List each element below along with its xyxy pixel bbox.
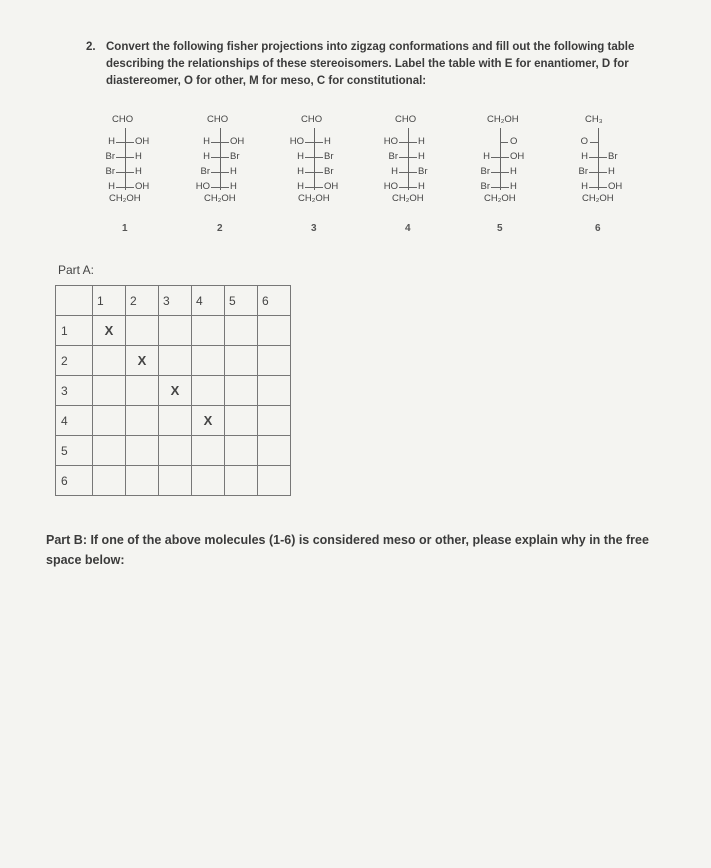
molecule-number: 6 (595, 223, 601, 234)
right-substituent: Br (324, 151, 334, 162)
bottom-group: CH₂OH (298, 193, 330, 204)
column-header: 1 (93, 286, 126, 316)
left-substituent: H (203, 151, 210, 162)
vertical-bond (500, 128, 501, 190)
table-cell[interactable]: X (126, 346, 159, 376)
question-number: 2. (86, 41, 96, 53)
left-substituent: HO (195, 181, 210, 192)
horizontal-bond (589, 157, 607, 158)
left-substituent: H (297, 151, 304, 162)
table-row (56, 376, 291, 406)
horizontal-bond (491, 172, 509, 173)
table-cell[interactable] (258, 316, 291, 346)
table-cell[interactable] (126, 436, 159, 466)
table-cell[interactable] (225, 436, 258, 466)
table-cell[interactable]: X (192, 406, 225, 436)
table-cell[interactable]: X (159, 376, 192, 406)
row-header: 2 (56, 346, 93, 376)
right-substituent: Br (608, 151, 618, 162)
left-substituent: H (297, 166, 304, 177)
table-cell[interactable] (258, 466, 291, 496)
horizontal-bond (399, 172, 417, 173)
right-substituent: Br (324, 166, 334, 177)
row-header: 5 (56, 436, 93, 466)
molecule-number: 4 (405, 223, 411, 234)
vertical-bond (220, 128, 221, 190)
right-substituent: Br (418, 166, 428, 177)
right-substituent: H (418, 181, 425, 192)
bottom-group: CH₂OH (392, 193, 424, 204)
vertical-bond (598, 128, 599, 190)
fisher-projection-1 (87, 110, 197, 240)
right-substituent: H (608, 166, 615, 177)
right-substituent: H (230, 166, 237, 177)
left-substituent: HO (289, 136, 304, 147)
horizontal-bond (211, 142, 229, 143)
horizontal-bond (399, 187, 417, 188)
table-cell[interactable]: X (93, 316, 126, 346)
table-cell[interactable] (93, 436, 126, 466)
table-cell[interactable] (258, 376, 291, 406)
molecule-number: 3 (311, 223, 317, 234)
horizontal-bond (305, 157, 323, 158)
horizontal-bond (116, 142, 134, 143)
right-substituent: OH (324, 181, 339, 192)
top-group: CHO (207, 114, 229, 125)
question-line-1: Convert the following fisher projections into zigzag conformations and fill out the following table (106, 41, 635, 53)
horizontal-bond (211, 172, 229, 173)
part-a-label: Part A: (58, 263, 95, 277)
left-substituent: H (391, 166, 398, 177)
table-row (56, 436, 291, 466)
row-header: 6 (56, 466, 93, 496)
row-header: 1 (56, 316, 93, 346)
left-substituent: Br (200, 166, 210, 177)
question-line-3: diastereomer, O for other, M for meso, C for constitutional: (106, 75, 427, 87)
left-substituent: Br (105, 151, 115, 162)
row-header: 4 (56, 406, 93, 436)
horizontal-bond (116, 187, 134, 188)
top-group: CHO (301, 114, 323, 125)
table-cell[interactable] (258, 436, 291, 466)
table-cell[interactable] (225, 466, 258, 496)
right-substituent: H (418, 151, 425, 162)
relationship-table (55, 285, 291, 496)
fisher-projection-6 (560, 110, 670, 240)
table-cell[interactable] (126, 406, 159, 436)
table-cell[interactable] (225, 406, 258, 436)
right-substituent: OH (135, 181, 150, 192)
table-cell[interactable] (159, 466, 192, 496)
horizontal-bond (589, 172, 607, 173)
left-substituent: Br (105, 166, 115, 177)
table-cell[interactable] (93, 376, 126, 406)
vertical-bond (408, 128, 409, 190)
right-substituent: O (510, 136, 518, 147)
left-substituent: Br (480, 166, 490, 177)
top-group: CHO (395, 114, 417, 125)
table-cell[interactable] (126, 376, 159, 406)
left-substituent: HO (383, 181, 398, 192)
table-cell[interactable] (126, 466, 159, 496)
table-cell[interactable] (159, 406, 192, 436)
table-cell[interactable] (225, 316, 258, 346)
right-substituent: Br (230, 151, 240, 162)
table-cell[interactable] (258, 406, 291, 436)
table-cell[interactable] (93, 406, 126, 436)
horizontal-bond (211, 187, 229, 188)
vertical-bond (125, 128, 126, 190)
table-corner-cell (56, 286, 93, 316)
table-cell[interactable] (126, 316, 159, 346)
part-b-line-1: Part B: If one of the above molecules (1-6) is considered meso or other, please explain why in the free (46, 533, 649, 547)
table-header-row (56, 286, 291, 316)
horizontal-bond (491, 187, 509, 188)
row-header: 3 (56, 376, 93, 406)
right-substituent: H (230, 181, 237, 192)
table-cell[interactable] (159, 316, 192, 346)
bottom-group: CH₂OH (484, 193, 516, 204)
molecule-number: 1 (122, 223, 128, 234)
left-substituent: HO (383, 136, 398, 147)
table-cell[interactable] (192, 346, 225, 376)
table-row (56, 316, 291, 346)
table-cell[interactable] (192, 316, 225, 346)
left-substituent: O (580, 136, 588, 147)
column-header: 2 (126, 286, 159, 316)
table-cell[interactable] (159, 346, 192, 376)
horizontal-bond (589, 187, 607, 188)
left-substituent: Br (388, 151, 398, 162)
question-line-2: describing the relationships of these stereoisomers. Label the table with E for enantiomer, D for (106, 58, 629, 70)
horizontal-bond (116, 172, 134, 173)
right-substituent: OH (135, 136, 150, 147)
horizontal-bond (500, 142, 508, 143)
right-substituent: H (418, 136, 425, 147)
horizontal-bond (305, 187, 323, 188)
table-cell[interactable] (192, 436, 225, 466)
table-cell[interactable] (93, 466, 126, 496)
left-substituent: H (108, 136, 115, 147)
left-substituent: H (581, 181, 588, 192)
column-header: 4 (192, 286, 225, 316)
horizontal-bond (399, 142, 417, 143)
molecule-number: 5 (497, 223, 503, 234)
table-cell[interactable] (159, 436, 192, 466)
fisher-projection-5 (462, 110, 572, 240)
left-substituent: H (203, 136, 210, 147)
table-cell[interactable] (192, 376, 225, 406)
top-group: CHO (112, 114, 134, 125)
table-cell[interactable] (225, 376, 258, 406)
horizontal-bond (590, 142, 598, 143)
right-substituent: H (135, 151, 142, 162)
table-row (56, 466, 291, 496)
left-substituent: H (108, 181, 115, 192)
horizontal-bond (399, 157, 417, 158)
right-substituent: H (135, 166, 142, 177)
column-header: 5 (225, 286, 258, 316)
left-substituent: Br (578, 166, 588, 177)
right-substituent: OH (608, 181, 623, 192)
right-substituent: OH (510, 151, 525, 162)
table-cell[interactable] (93, 346, 126, 376)
left-substituent: H (297, 181, 304, 192)
horizontal-bond (116, 157, 134, 158)
horizontal-bond (491, 157, 509, 158)
table-cell[interactable] (192, 466, 225, 496)
bottom-group: CH₂OH (582, 193, 614, 204)
bottom-group: CH₂OH (109, 193, 141, 204)
horizontal-bond (305, 142, 323, 143)
top-group: CH₃ (585, 114, 603, 125)
vertical-bond (314, 128, 315, 190)
column-header: 6 (258, 286, 291, 316)
table-cell[interactable] (225, 346, 258, 376)
right-substituent: H (510, 166, 517, 177)
bottom-group: CH₂OH (204, 193, 236, 204)
table-row (56, 406, 291, 436)
horizontal-bond (305, 172, 323, 173)
table-cell[interactable] (258, 346, 291, 376)
left-substituent: H (581, 151, 588, 162)
right-substituent: OH (230, 136, 245, 147)
right-substituent: H (510, 181, 517, 192)
horizontal-bond (211, 157, 229, 158)
top-group: CH₂OH (487, 114, 519, 125)
part-b-line-2: space below: (46, 553, 125, 567)
left-substituent: Br (480, 181, 490, 192)
right-substituent: H (324, 136, 331, 147)
column-header: 3 (159, 286, 192, 316)
table-row (56, 346, 291, 376)
left-substituent: H (483, 151, 490, 162)
molecule-number: 2 (217, 223, 223, 234)
